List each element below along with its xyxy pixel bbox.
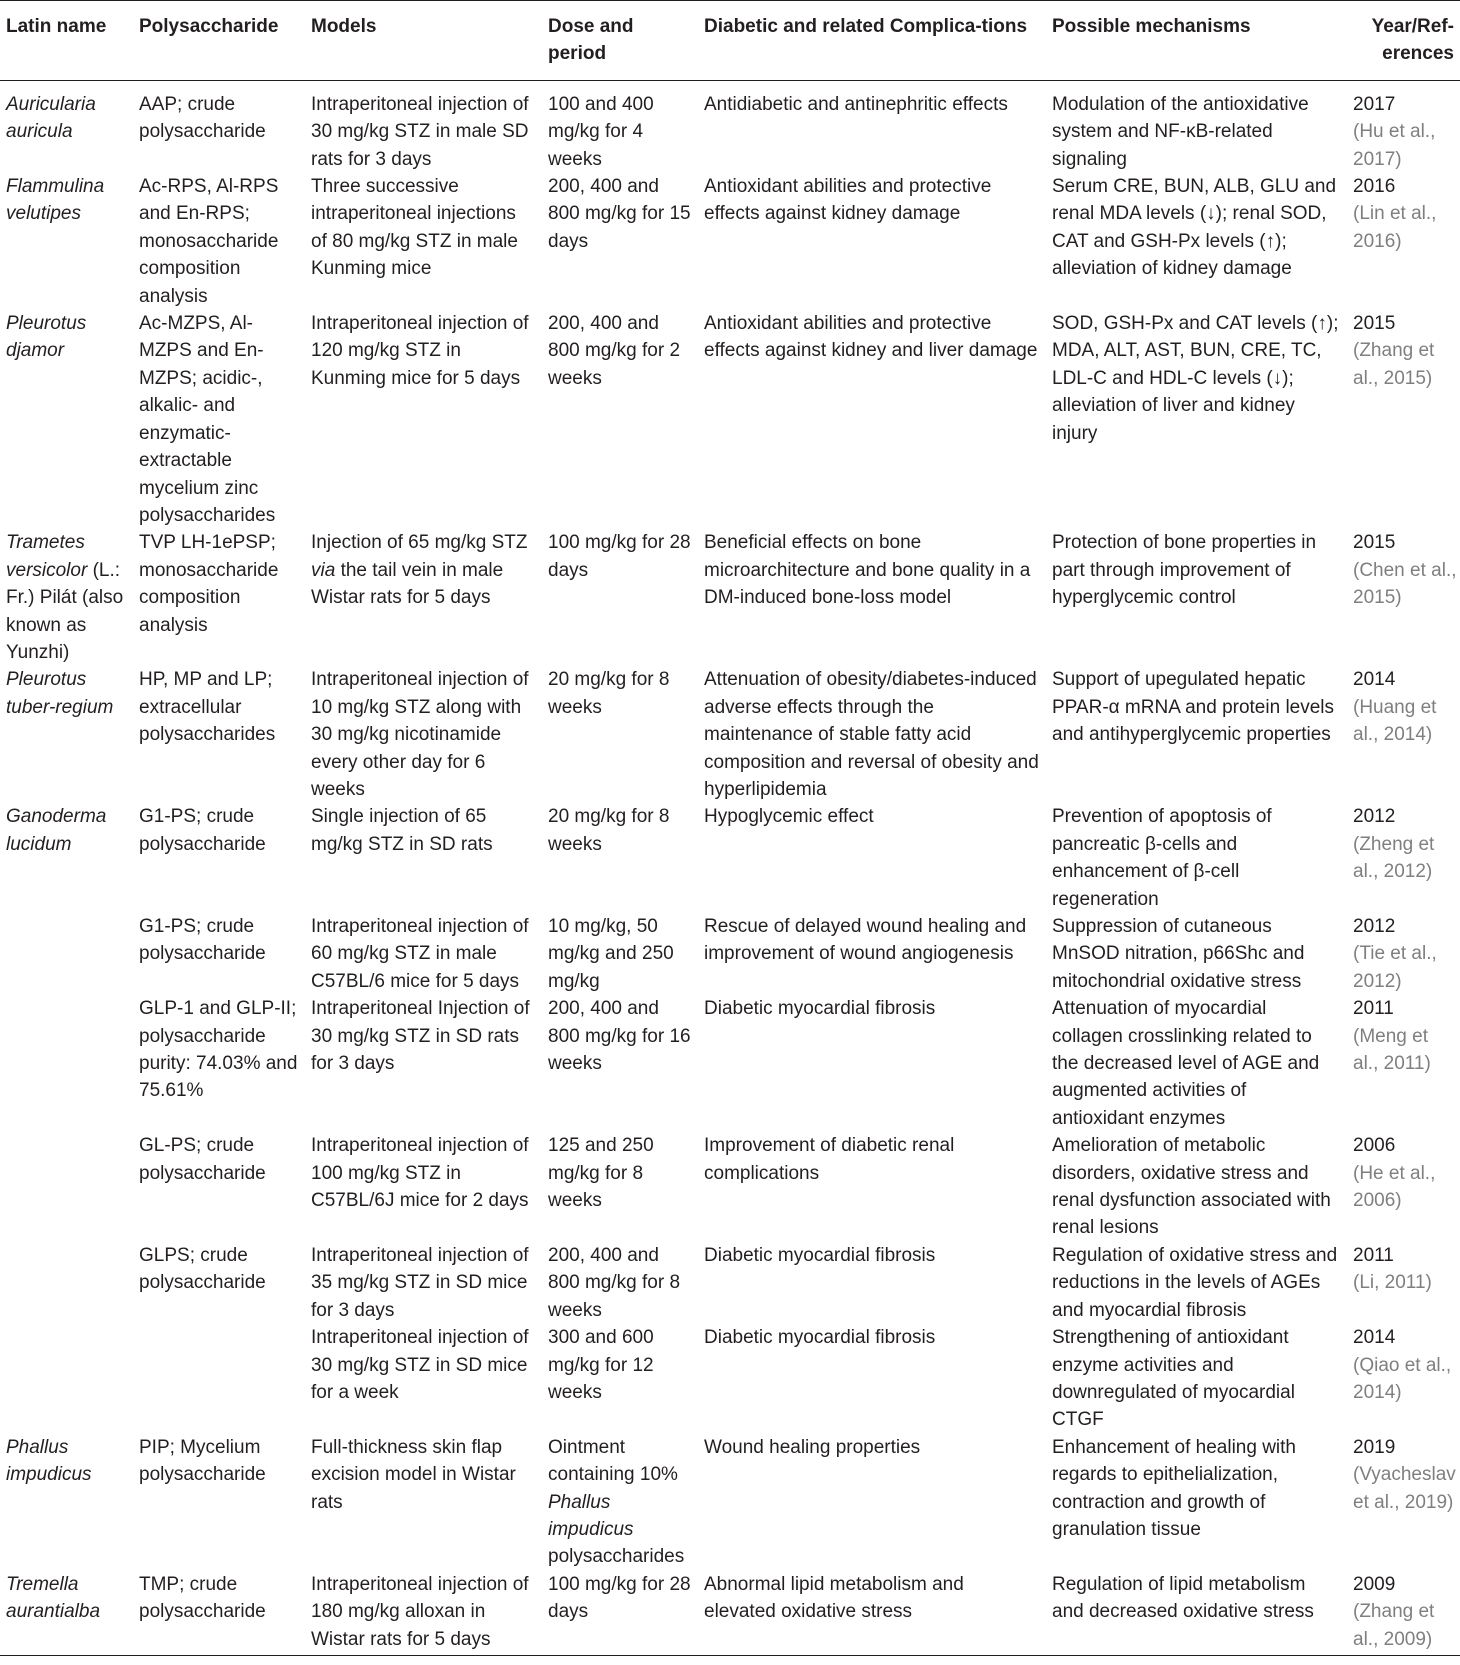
dose-cell: 100 mg/kg for 28 days xyxy=(542,1571,698,1656)
mechanism-cell: SOD, GSH-Px and CAT levels (↑); MDA, ALT, AST, BUN, CRE, TC, LDL-C and HDL-C levels (↓); alleviation of liver and kidney injury xyxy=(1052,313,1339,444)
model-cell: Intraperitoneal injection of 10 mg/kg STZ along with 30 mg/kg nicotinamide every other day for 6 weeks xyxy=(311,669,529,800)
year-ref-cell xyxy=(1347,173,1460,310)
year: 2017 xyxy=(1353,93,1396,115)
year-ref-cell xyxy=(1347,1571,1460,1656)
year: 2006 xyxy=(1353,1135,1396,1157)
mechanism-cell: Strengthening of antioxidant enzyme activities and downregulated of myocardial CTGF xyxy=(1052,1327,1295,1431)
table-row xyxy=(0,1434,1460,1571)
polysaccharide-cell: HP, MP and LP; extracellular polysaccharides xyxy=(139,669,276,746)
dose-cell: 300 and 600 mg/kg for 12 weeks xyxy=(548,1327,654,1403)
polysaccharide-cell: AAP; crude polysaccharide xyxy=(139,93,266,143)
polysaccharide-cell: G1-PS; crude polysaccharide xyxy=(139,806,266,855)
dose-text: polysaccharides xyxy=(548,1546,685,1568)
table-row xyxy=(0,803,1460,913)
latin-name-cell xyxy=(0,529,133,666)
mechanism-cell: Enhancement of healing with regards to epithelialization, contraction and growth of granulation tissue xyxy=(1052,1436,1296,1540)
latin-name-cell: Pleurotus djamor xyxy=(6,313,87,362)
year-ref-cell xyxy=(1347,529,1460,666)
dose-cell: 10 mg/kg, 50 mg/kg and 250 mg/kg xyxy=(548,916,674,992)
dose-cell xyxy=(542,1434,698,1571)
dose-text-italic: Phallus impudicus xyxy=(548,1491,634,1540)
latin-name-suffix: (L.: Fr.) Pilát (also known as Yunzhi) xyxy=(6,559,124,663)
complication-cell: Antioxidant abilities and protective effects against kidney damage xyxy=(704,176,992,225)
table-row xyxy=(0,1571,1460,1656)
header-row xyxy=(0,1,1460,81)
year: 2015 xyxy=(1353,532,1396,554)
polysaccharide-cell: PIP; Mycelium polysaccharide xyxy=(139,1436,266,1486)
header-models: Models xyxy=(305,1,542,81)
latin-name-cell: Pleurotus tuber-regium xyxy=(6,669,114,718)
reference-link[interactable]: (Zheng et al., 2012) xyxy=(1353,833,1435,883)
mechanism-cell: Protection of bone properties in part through improvement of hyperglycemic control xyxy=(1052,532,1317,609)
table-row xyxy=(0,1132,1460,1242)
reference-link[interactable]: (Li, 2011) xyxy=(1353,1272,1432,1294)
mechanism-cell: Regulation of oxidative stress and reductions in the levels of AGEs and myocardial fibrosis xyxy=(1052,1244,1338,1321)
dose-cell: 20 mg/kg for 8 weeks xyxy=(548,669,670,718)
complication-cell: Improvement of diabetic renal complications xyxy=(704,1135,955,1184)
complication-cell: Beneficial effects on bone microarchitecture and bone quality in a DM-induced bone-loss model xyxy=(704,532,1031,609)
dose-cell: 100 mg/kg for 28 days xyxy=(548,532,691,581)
year-ref-cell xyxy=(1347,913,1460,995)
polysaccharide-cell: TMP; crude polysaccharide xyxy=(133,1571,305,1656)
polysaccharide-cell: TVP LH-1ePSP; monosaccharide composition analysis xyxy=(139,532,279,636)
reference-link[interactable]: (Vyacheslav et al., 2019) xyxy=(1353,1464,1456,1513)
complication-cell: Diabetic myocardial fibrosis xyxy=(704,998,936,1020)
reference-link[interactable]: (Qiao et al., 2014) xyxy=(1353,1354,1452,1403)
table-row xyxy=(0,913,1460,995)
year-ref-cell xyxy=(1347,995,1460,1132)
header-mechanisms: Possible mechanisms xyxy=(1046,1,1347,81)
complication-cell: Wound healing properties xyxy=(704,1436,921,1458)
year: 2014 xyxy=(1353,1327,1396,1349)
reference-link[interactable]: (Chen et al., 2015) xyxy=(1353,559,1457,609)
mechanism-cell: Support of upegulated hepatic PPAR-α mRNA and protein levels and antihyperglycemic properties xyxy=(1052,669,1335,746)
mechanism-cell: Modulation of the antioxidative system and NF-κB-related signaling xyxy=(1052,93,1309,170)
latin-name-cell: Flammulina velutipes xyxy=(6,176,105,225)
reference-link[interactable]: (Tie et al., 2012) xyxy=(1353,943,1437,992)
model-cell: Intraperitoneal injection of 180 mg/kg alloxan in Wistar rats for 5 days xyxy=(305,1571,542,1656)
mechanism-cell: Suppression of cutaneous MnSOD nitration, p66Shc and mitochondrial oxidative stress xyxy=(1052,916,1305,992)
complication-cell: Antioxidant abilities and protective effects against kidney and liver damage xyxy=(704,313,1038,362)
dose-cell: 200, 400 and 800 mg/kg for 8 weeks xyxy=(548,1244,681,1321)
model-cell: Intraperitoneal injection of 35 mg/kg STZ in SD mice for 3 days xyxy=(311,1244,529,1321)
year: 2016 xyxy=(1353,176,1396,198)
header-complications: Diabetic and related Complica-tions xyxy=(698,1,1046,81)
table-row xyxy=(0,666,1460,803)
latin-name-cell: Ganoderma lucidum xyxy=(6,806,107,855)
year-ref-cell xyxy=(1347,666,1460,803)
table-row xyxy=(0,80,1460,173)
year-ref-cell xyxy=(1347,803,1460,913)
year: 2011 xyxy=(1353,1244,1394,1266)
year-ref-cell xyxy=(1347,1324,1460,1434)
latin-name-cell xyxy=(0,1132,133,1242)
model-cell: Intraperitoneal injection of 120 mg/kg STZ in Kunming mice for 5 days xyxy=(311,313,529,389)
complication-cell: Antidiabetic and antinephritic effects xyxy=(704,93,1008,115)
table-row xyxy=(0,310,1460,529)
polysaccharide-cell: GLP-1 and GLP-II; polysaccharide purity: 74.03% and 75.61% xyxy=(139,998,298,1102)
reference-link[interactable]: (Zhang et al., 2015) xyxy=(1353,340,1435,389)
header-year-ref: Year/Ref-erences xyxy=(1347,1,1460,81)
mechanism-cell: Attenuation of myocardial collagen crosslinking related to the decreased level of AGE and augmented activities of antioxidant enzymes xyxy=(1052,998,1320,1129)
mechanism-cell: Regulation of lipid metabolism and decreased oxidative stress xyxy=(1046,1571,1347,1656)
polysaccharide-cell: GL-PS; crude polysaccharide xyxy=(139,1135,266,1184)
latin-name-cell xyxy=(0,913,133,995)
year: 2011 xyxy=(1353,998,1394,1020)
year-ref-cell xyxy=(1347,1132,1460,1242)
year-ref-cell xyxy=(1347,1434,1460,1571)
table-row xyxy=(0,995,1460,1132)
year: 2012 xyxy=(1353,916,1396,937)
model-cell: Intraperitoneal injection of 100 mg/kg STZ in C57BL/6J mice for 2 days xyxy=(311,1135,529,1212)
model-text: Injection of 65 mg/kg STZ xyxy=(311,532,528,554)
table-row xyxy=(0,529,1460,666)
dose-cell: 125 and 250 mg/kg for 8 weeks xyxy=(548,1135,654,1212)
mechanism-cell: Prevention of apoptosis of pancreatic β-cells and enhancement of β-cell regeneration xyxy=(1052,806,1272,910)
reference-link[interactable]: (Hu et al., 2017) xyxy=(1353,121,1436,170)
latin-name: Trametes versicolor xyxy=(6,532,88,581)
model-cell: Intraperitoneal injection of 30 mg/kg STZ in male SD rats for 3 days xyxy=(311,93,529,170)
dose-cell: 200, 400 and 800 mg/kg for 15 days xyxy=(548,176,691,252)
dose-cell: 100 and 400 mg/kg for 4 weeks xyxy=(548,93,654,170)
reference-link[interactable]: (He et al., 2006) xyxy=(1353,1162,1436,1212)
year-ref-cell xyxy=(1347,1242,1460,1324)
reference-link[interactable]: (Lin et al., 2016) xyxy=(1353,203,1437,252)
model-cell: Full-thickness skin flap excision model in Wistar rats xyxy=(311,1436,516,1513)
model-cell xyxy=(305,529,542,666)
model-cell: Three successive intraperitoneal injections of 80 mg/kg STZ in male Kunming mice xyxy=(311,176,518,280)
model-text: the tail vein in male Wistar rats for 5 days xyxy=(311,559,504,609)
latin-name-cell xyxy=(0,1324,133,1434)
year: 2009 xyxy=(1353,1573,1396,1595)
year: 2014 xyxy=(1353,669,1396,691)
complication-cell: Diabetic myocardial fibrosis xyxy=(704,1244,936,1266)
polysaccharide-cell xyxy=(133,1324,305,1434)
polysaccharide-cell: Ac-MZPS, Al-MZPS and En-MZPS; acidic-, alkalic- and enzymatic-extractable mycelium zinc polysaccharides xyxy=(139,313,276,526)
complication-cell: Diabetic myocardial fibrosis xyxy=(704,1327,936,1349)
dose-cell: 200, 400 and 800 mg/kg for 2 weeks xyxy=(548,313,681,389)
header-latin-name: Latin name xyxy=(0,1,133,81)
mechanism-cell: Serum CRE, BUN, ALB, GLU and renal MDA levels (↓); renal SOD, CAT and GSH-Px levels (↑); alleviation of kidney damage xyxy=(1052,176,1337,280)
table-row xyxy=(0,1242,1460,1324)
latin-name-cell: Auricularia auricula xyxy=(6,93,96,143)
complication-cell: Attenuation of obesity/diabetes-induced adverse effects through the maintenance of stable fatty acid composition and reversal of obesity and hyperlipidemia xyxy=(704,669,1039,800)
complication-cell: Hypoglycemic effect xyxy=(704,806,874,828)
model-cell: Intraperitoneal injection of 60 mg/kg STZ in male C57BL/6 mice for 5 days xyxy=(311,916,529,992)
polysaccharide-cell: GLPS; crude polysaccharide xyxy=(139,1244,266,1294)
complication-cell: Abnormal lipid metabolism and elevated oxidative stress xyxy=(698,1571,1046,1656)
dose-text: Ointment containing 10% xyxy=(548,1436,678,1486)
table-row xyxy=(0,1324,1460,1434)
complication-cell: Rescue of delayed wound healing and improvement of wound angiogenesis xyxy=(704,916,1027,965)
latin-name-cell xyxy=(0,995,133,1132)
header-dose: Dose and period xyxy=(542,1,698,81)
polysaccharide-cell: Ac-RPS, Al-RPS and En-RPS; monosaccharide composition analysis xyxy=(139,176,279,307)
year-ref-cell xyxy=(1347,310,1460,529)
model-cell: Single injection of 65 mg/kg STZ in SD rats xyxy=(311,806,493,855)
dose-cell: 20 mg/kg for 8 weeks xyxy=(548,806,670,855)
reference-link[interactable]: (Meng et al., 2011) xyxy=(1353,1025,1431,1075)
dose-cell: 200, 400 and 800 mg/kg for 16 weeks xyxy=(548,998,691,1075)
year: 2012 xyxy=(1353,806,1396,828)
year: 2015 xyxy=(1353,313,1396,335)
model-text-italic: via xyxy=(311,559,336,581)
latin-name-cell: Phallus impudicus xyxy=(6,1436,92,1486)
year: 2019 xyxy=(1353,1436,1396,1458)
reference-link[interactable]: (Huang et al., 2014) xyxy=(1353,696,1437,746)
year-ref-cell xyxy=(1347,80,1460,173)
header-polysaccharide: Polysaccharide xyxy=(133,1,305,81)
model-cell: Intraperitoneal injection of 30 mg/kg STZ in SD mice for a week xyxy=(311,1327,529,1403)
mechanism-cell: Amelioration of metabolic disorders, oxidative stress and renal dysfunction associated with renal lesions xyxy=(1052,1135,1331,1239)
model-cell: Intraperitoneal Injection of 30 mg/kg STZ in SD rats for 3 days xyxy=(311,998,530,1075)
polysaccharide-cell: G1-PS; crude polysaccharide xyxy=(139,916,266,965)
latin-name-cell: Tremella aurantialba xyxy=(0,1571,133,1656)
table-row xyxy=(0,173,1460,310)
latin-name-cell xyxy=(0,1242,133,1324)
reference-link[interactable]: (Zhang et al., 2009) xyxy=(1353,1601,1435,1650)
